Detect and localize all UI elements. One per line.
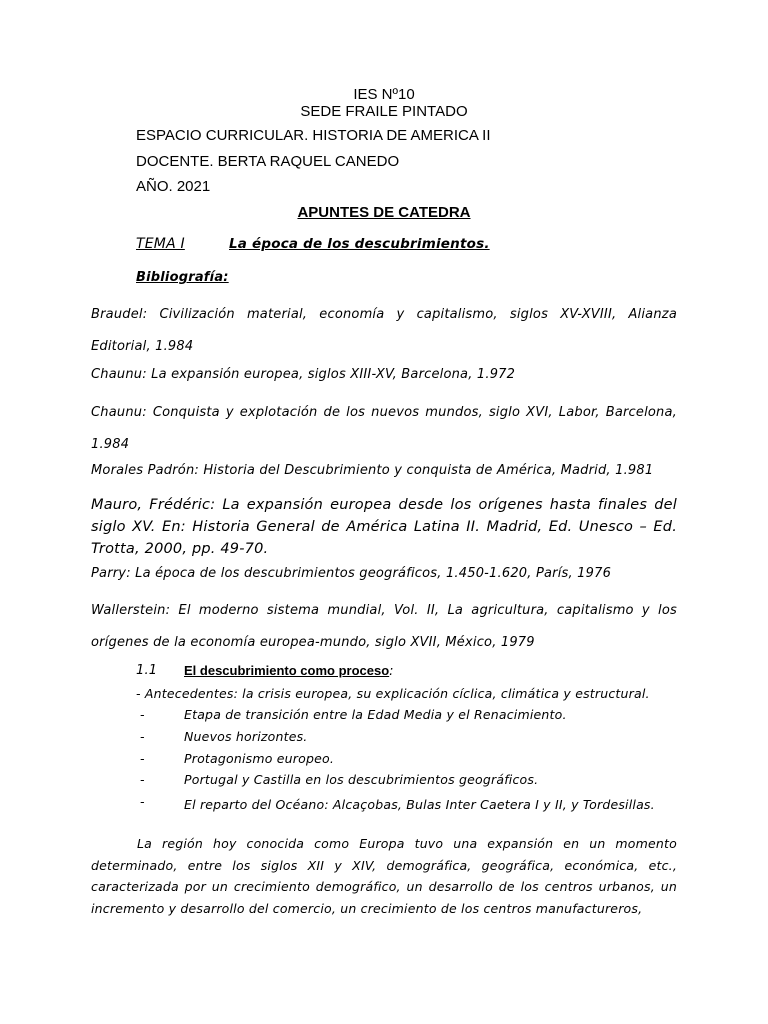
teacher-name: DOCENTE. BERTA RAQUEL CANEDO bbox=[136, 153, 400, 170]
bib-entry: Parry: La época de los descubrimientos geográficos, 1.450-1.620, París, 1976 bbox=[91, 566, 612, 581]
section-title: El descubrimiento como proceso bbox=[184, 663, 390, 678]
school-campus: SEDE FRAILE PINTADO bbox=[300, 103, 468, 120]
bib-entry: Braudel: Civilización material, economía y capitalismo, siglos XV-XVIII, Alianza Editorial, 1.984 bbox=[91, 307, 677, 354]
bib-entry: Mauro, Frédéric: La expansión europea desde los orígenes hasta finales del siglo XV. En: Historia General de América Latina II. Madrid, Ed. Unesco – Ed. Trotta, 2000, pp. 49-70. bbox=[91, 497, 677, 557]
bib-entry: Wallerstein: El moderno sistema mundial, Vol. II, La agricultura, capitalismo y los orígenes de la economía europea-mundo, siglo XVII, México, 1979 bbox=[91, 603, 677, 650]
tema-label: TEMA I bbox=[136, 236, 185, 252]
list-item-dash: - bbox=[140, 751, 145, 766]
page-title: APUNTES DE CATEDRA bbox=[297, 204, 471, 221]
bib-entry: Chaunu: La expansión europea, siglos XIII-XV, Barcelona, 1.972 bbox=[91, 367, 516, 382]
list-item: El reparto del Océano: Alcaçobas, Bulas Inter Caetera I y II, y Tordesillas. bbox=[184, 797, 655, 812]
list-item: - Antecedentes: la crisis europea, su explicación cíclica, climática y estructural. bbox=[136, 686, 650, 701]
section-heading bbox=[184, 663, 394, 679]
list-item-dash: - bbox=[140, 707, 145, 722]
year: AÑO. 2021 bbox=[136, 178, 211, 195]
list-item-dash: - bbox=[140, 794, 145, 809]
list-item: Etapa de transición entre la Edad Media y el Renacimiento. bbox=[184, 707, 567, 722]
list-item: Portugal y Castilla en los descubrimientos geográficos. bbox=[184, 772, 539, 787]
bibliography-heading: Bibliografía: bbox=[136, 270, 229, 285]
list-item-dash: - bbox=[140, 772, 145, 787]
list-item: Nuevos horizontes. bbox=[184, 729, 308, 744]
curricular-space: ESPACIO CURRICULAR. HISTORIA DE AMERICA II bbox=[136, 127, 491, 144]
body-paragraph: La región hoy conocida como Europa tuvo una expansión en un momento determinado, entre los siglos XII y XIV, demográfica, geográfica, económica, etc., caracterizada por un crecimiento demográfico, un desarrollo de los centros urbanos, un incremento y desarrollo del comercio, un crecimiento de los centros manufactureros, bbox=[91, 836, 677, 916]
bib-entry: Chaunu: Conquista y explotación de los nuevos mundos, siglo XVI, Labor, Barcelona, 1.984 bbox=[91, 405, 677, 452]
section-colon: : bbox=[389, 664, 394, 679]
list-item-dash: - bbox=[140, 729, 145, 744]
bib-entry: Morales Padrón: Historia del Descubrimiento y conquista de América, Madrid, 1.981 bbox=[91, 463, 654, 478]
tema-title: La época de los descubrimientos. bbox=[229, 236, 490, 252]
school-name: IES Nº10 bbox=[353, 86, 415, 103]
list-item: Protagonismo europeo. bbox=[184, 751, 335, 766]
section-number: 1.1 bbox=[136, 663, 158, 678]
